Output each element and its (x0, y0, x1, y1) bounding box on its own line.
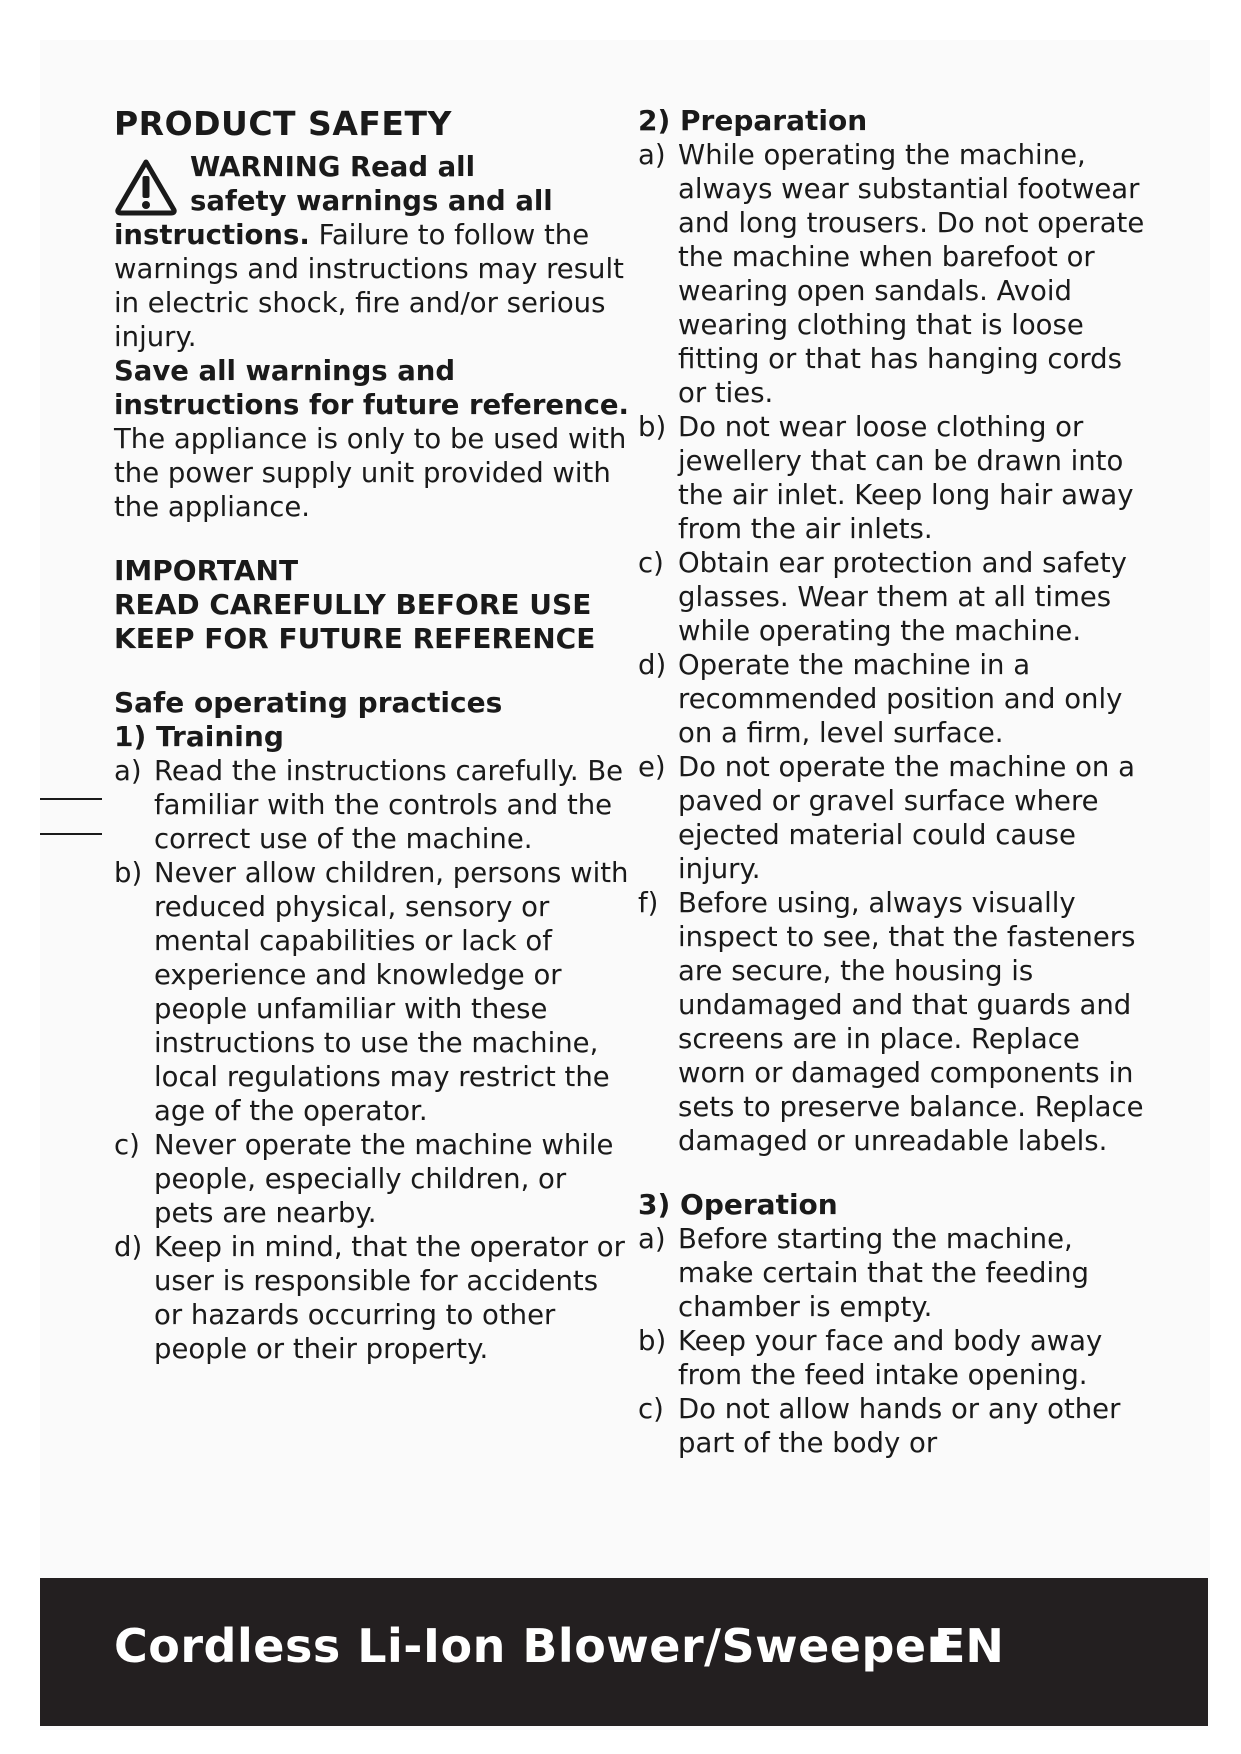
warning-triangle-icon (114, 158, 178, 216)
list-marker: b) (638, 411, 667, 443)
preparation-list (638, 138, 1148, 1158)
list-marker: b) (638, 1325, 667, 1357)
list-marker: c) (114, 1129, 140, 1161)
operation-heading: 3) Operation (638, 1188, 838, 1221)
list-item (114, 1230, 634, 1366)
list-item (638, 1324, 1148, 1392)
warning-paragraph (114, 218, 634, 354)
list-item (114, 856, 634, 1128)
appliance-note: The appliance is only to be used with the power supply unit provided with the appliance. (114, 423, 627, 523)
list-item-text: Never operate the machine while people, especially children, or pets are nearby. (154, 1129, 614, 1229)
important-line: KEEP FOR FUTURE REFERENCE (114, 622, 596, 655)
important-line: READ CAREFULLY BEFORE USE (114, 588, 592, 621)
list-item (638, 138, 1148, 410)
list-marker: a) (638, 1223, 666, 1255)
list-item-text: While operating the machine, always wear substantial footwear and long trousers. Do not operate the machine when barefoot or wearing open sandals. Avoid wearing clothing that is loose fitting or that has hanging cords or ties. (678, 139, 1145, 409)
list-item-text: Keep in mind, that the operator or user is responsible for accidents or hazards occurring to other people or their property. (154, 1231, 625, 1365)
list-marker: f) (638, 887, 659, 919)
list-marker: e) (638, 751, 666, 783)
left-column (114, 104, 634, 1366)
page-title: PRODUCT SAFETY (114, 104, 452, 143)
list-marker: b) (114, 857, 143, 889)
list-item (638, 546, 1148, 648)
list-item-text: Read the instructions carefully. Be familiar with the controls and the correct use of the machine. (154, 755, 624, 855)
list-item-text: Do not operate the machine on a paved or gravel surface where ejected material could cause injury. (678, 751, 1135, 885)
list-item-text: Never allow children, persons with reduced physical, sensory or mental capabilities or lack of experience and knowledge or people unfamiliar with these instructions to use the machine, local regulations may restrict the age of the operator. (154, 857, 629, 1127)
list-item (114, 1128, 634, 1230)
warning-heading-line1: WARNING Read all (190, 151, 476, 183)
margin-rule (40, 798, 102, 800)
list-item (638, 886, 1148, 1158)
list-item-text: Keep your face and body away from the feed intake opening. (678, 1325, 1103, 1391)
list-item (638, 1222, 1148, 1324)
important-notice (114, 554, 634, 656)
list-item-text: Obtain ear protection and safety glasses. Wear them at all times while operating the machine. (678, 547, 1127, 647)
save-notice: Save all warnings and instructions for future reference. (114, 355, 630, 421)
practices-heading: Safe operating practices (114, 686, 503, 719)
warning-heading-line2: safety warnings and all (190, 185, 553, 217)
list-item (638, 750, 1148, 886)
language-code: EN (934, 1619, 1004, 1673)
list-item-text: Before starting the machine, make certain that the feeding chamber is empty. (678, 1223, 1089, 1323)
list-item-text: Do not allow hands or any other part of the body or (678, 1393, 1121, 1459)
training-list (114, 754, 634, 1366)
training-heading: 1) Training (114, 720, 284, 753)
list-item-text: Do not wear loose clothing or jewellery that can be drawn into the air inlet. Keep long hair away from the air inlets. (678, 411, 1134, 545)
list-marker: a) (114, 755, 142, 787)
warning-bold-tail: instructions. (114, 219, 310, 251)
list-item (638, 410, 1148, 546)
important-line: IMPORTANT (114, 554, 299, 587)
list-item (638, 1392, 1148, 1460)
right-column (638, 104, 1148, 1460)
list-item-text: Operate the machine in a recommended position and only on a firm, level surface. (678, 649, 1123, 749)
product-name: Cordless Li-Ion Blower/Sweeper (114, 1619, 950, 1673)
list-item (114, 754, 634, 856)
list-item-text: Before using, always visually inspect to see, that the fasteners are secure, the housing is undamaged and that guards and screens are in place. Replace worn or damaged components in sets to preserve balance. Replace damaged or unreadable labels. (678, 887, 1144, 1157)
list-marker: c) (638, 1393, 664, 1425)
operation-list (638, 1222, 1148, 1460)
list-marker: d) (638, 649, 667, 681)
footer-bar (40, 1578, 1208, 1726)
list-marker: a) (638, 139, 666, 171)
margin-rule (40, 833, 102, 835)
list-item (638, 648, 1148, 750)
list-marker: c) (638, 547, 664, 579)
warning-text: Failure to follow the warnings and instructions may result in electric shock, fire and/or serious injury. (114, 219, 624, 353)
warning-block (114, 150, 634, 354)
preparation-heading: 2) Preparation (638, 104, 868, 137)
list-marker: d) (114, 1231, 143, 1263)
